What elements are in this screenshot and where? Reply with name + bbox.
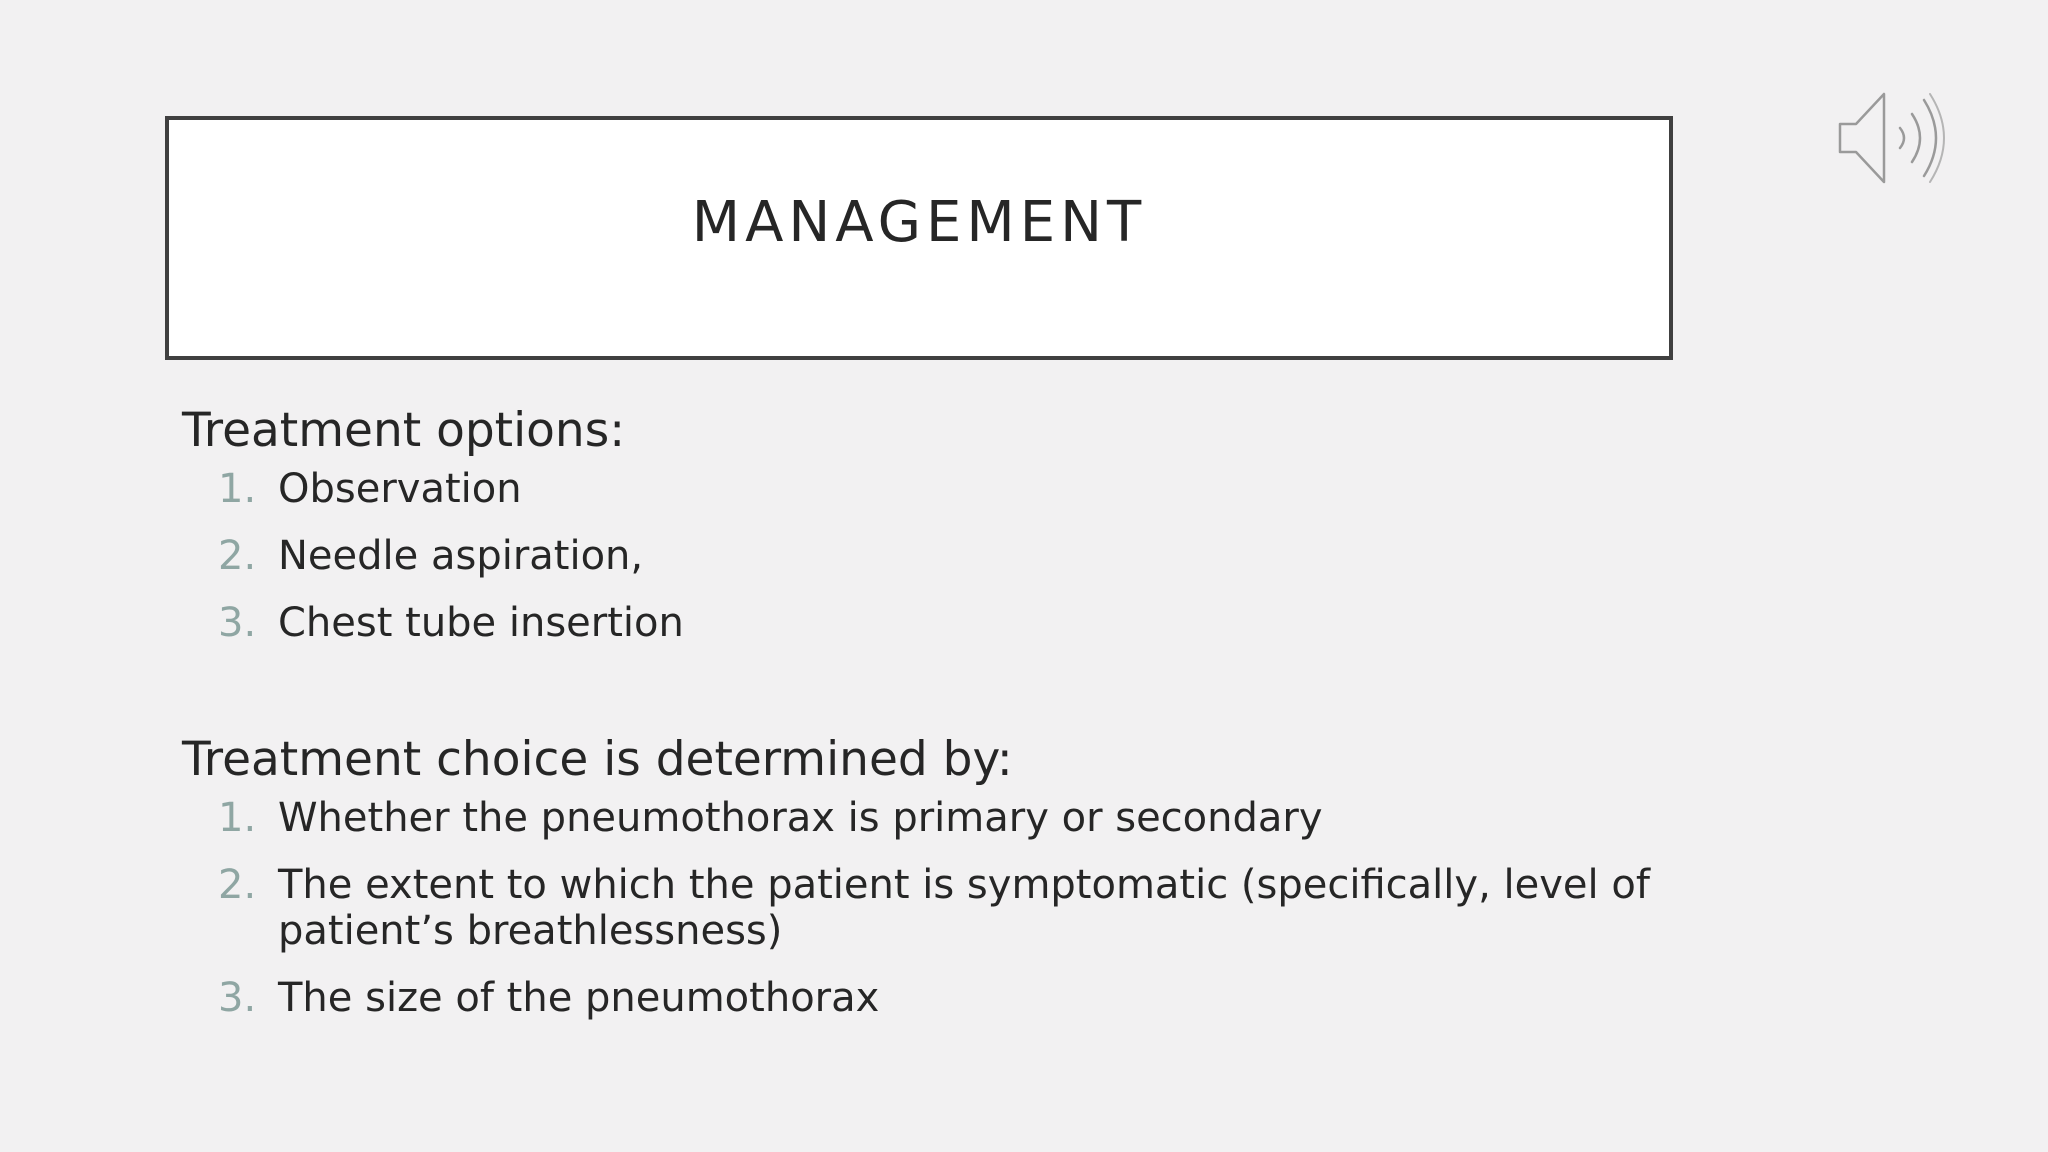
treatment-options-list — [182, 466, 1682, 646]
list-item — [182, 975, 1682, 1021]
section-heading-treatment-options: Treatment options: — [182, 403, 626, 458]
list-number: 2. — [218, 533, 257, 579]
speaker-icon-graphic — [1836, 88, 1956, 188]
list-item-text: Chest tube insertion — [278, 600, 684, 646]
list-number: 1. — [218, 795, 257, 841]
speaker-icon[interactable] — [1836, 88, 1956, 188]
slide-content — [182, 398, 1682, 1042]
list-item-text: Whether the pneumothorax is primary or secondary — [278, 795, 1323, 841]
list-item-text: Observation — [278, 466, 522, 512]
list-item — [182, 795, 1682, 841]
list-item-text: Needle aspiration, — [278, 533, 644, 579]
list-item — [182, 533, 1682, 579]
treatment-choice-list — [182, 795, 1682, 1021]
section-spacer — [182, 667, 1682, 727]
slide-title: MANAGEMENT — [691, 190, 1147, 255]
title-box — [165, 116, 1673, 360]
list-number: 1. — [218, 466, 257, 512]
list-number: 3. — [218, 975, 257, 1021]
list-item — [182, 466, 1682, 512]
section-heading-treatment-choice: Treatment choice is determined by: — [182, 732, 1013, 787]
list-item-text: The extent to which the patient is symptomatic (specifically, level of patient’s breathlessness) — [278, 862, 1650, 954]
list-item — [182, 862, 1682, 954]
list-number: 2. — [218, 862, 257, 908]
list-item-text: The size of the pneumothorax — [278, 975, 880, 1021]
list-number: 3. — [218, 600, 257, 646]
list-item — [182, 600, 1682, 646]
